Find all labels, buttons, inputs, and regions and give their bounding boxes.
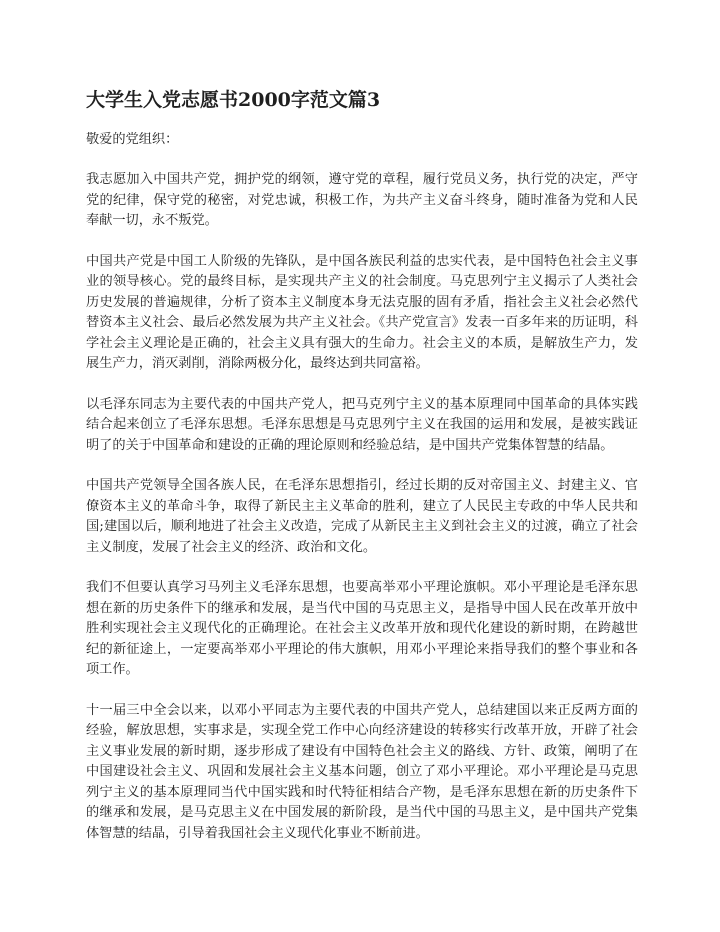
paragraph-1: 我志愿加入中国共产党，拥护党的纲领，遵守党的章程，履行党员义务，执行党的决定，严守党的纪律，保守党的秘密，对党忠诚，积极工作，为共产主义奋斗终身，随时准备为党和人民奉献一切，永不叛党。: [86, 172, 638, 228]
paragraph-5: 我们不但要认真学习马列主义毛泽东思想，也要高举邓小平理论旗帜。邓小平理论是毛泽东思想在新的历史条件下的继承和发展，是当代中国的马克思主义，是指导中国人民在改革开放中胜利实现社会主义现代化的正确理论。在社会主义改革开放和现代化建设的新时期，在跨越世纪的新征途上，一定要高举邓小平理论的伟大旗帜，用邓小平理论来指导我们的整个事业和各项工作。: [86, 580, 638, 677]
document-title: 大学生入党志愿书2000字范文篇3: [86, 89, 381, 111]
paragraph-6: 十一届三中全会以来，以邓小平同志为主要代表的中国共产党人，总结建国以来正反两方面的经验，解放思想，实事求是，实现全党工作中心向经济建设的转移实行改革开放，开辟了社会主义事业发展的新时期，逐步形成了建设有中国特色社会主义的路线、方针、政策，阐明了在中国建设社会主义、巩固和发展社会主义基本问题，创立了邓小平理论。邓小平理论是马克思列宁主义的基本原理同当代中国实践和时代特征相结合产物，是毛泽东思想在新的历史条件下的继承和发展，是马克思主义在中国发展的新阶段，是当代中国的马思主义，是中国共产党集体智慧的结晶，引导着我国社会主义现代化事业不断前进。: [86, 702, 638, 841]
salutation: 敬爱的党组织：: [86, 132, 179, 147]
document-page: [86, 86, 638, 864]
paragraph-2: 中国共产党是中国工人阶级的先锋队，是中国各族民利益的忠实代表，是中国特色社会主义事业的领导核心。党的最终目标，是实现共产主义的社会制度。马克思列宁主义揭示了人类社会历史发展的普遍规律，分析了资本主义制度本身无法克服的固有矛盾，指社会主义社会必然代替资本主义社会、最后必然发展为共产主义社会。《共产党宣言》发表一百多年来的历证明，科学社会主义理论是正确的，社会主义具有强大的生命力。社会主义的本质，是解放生产力，发展生产力，消灭剥削，消除两极分化，最终达到共同富裕。: [86, 253, 638, 371]
paragraph-3: 以毛泽东同志为主要代表的中国共产党人，把马克列宁主义的基本原理同中国革命的具体实践结合起来创立了毛泽东思想。毛泽东思想是马克思列宁主义在我国的运用和发展，是被实践证明了的关于中国革命和建设的正确的理论原则和经验总结，是中国共产党集体智慧的结晶。: [86, 396, 638, 453]
paragraph-4: 中国共产党领导全国各族人民，在毛泽东思想指引，经过长期的反对帝国主义、封建主义、官僚资本主义的革命斗争，取得了新民主主义革命的胜利，建立了人民民主专政的中华人民共和国;建国以后，顺利地进了社会主义改造，完成了从新民主主义到社会主义的过渡，确立了社会主义制度，发展了社会主义的经济、政治和文化。: [86, 478, 638, 555]
